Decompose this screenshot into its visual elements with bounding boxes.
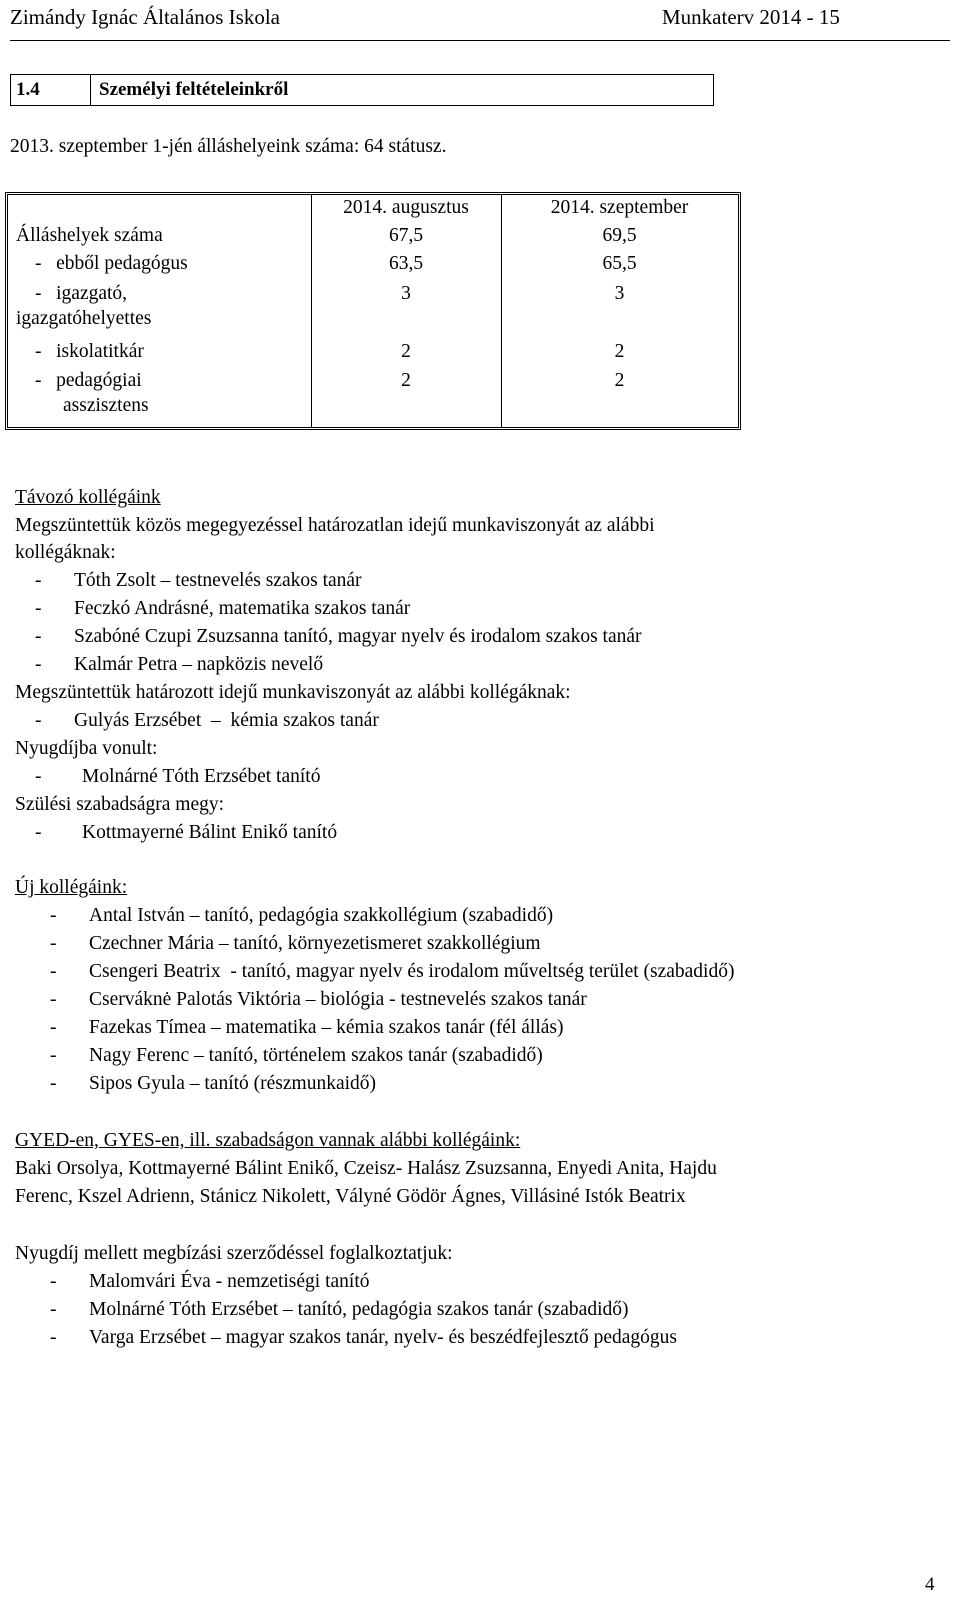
leaving-text: kollégáknak: [15, 542, 116, 563]
list-item: Csengeri Beatrix - tanító, magyar nyelv és irodalom műveltség terület (szabadidő) [89, 961, 735, 982]
section-number: 1.4 [11, 75, 91, 105]
list-dash: - [50, 1327, 57, 1348]
list-item: Czechner Mária – tanító, környezetismeret szakkollégium [89, 933, 541, 954]
list-dash: - [35, 626, 42, 647]
list-item: Cserváknė Palotás Viktória – biológia - testnevelés szakos tanár [89, 989, 587, 1010]
list-dash: - [50, 961, 57, 982]
table-cell: 2 [614, 370, 625, 391]
list-dash: - [50, 933, 57, 954]
table-cell: 65,5 [602, 253, 637, 274]
gyed-text: Ferenc, Kszel Adrienn, Stánicz Nikolett, Vályné Gödör Ágnes, Villásiné Istók Beatrix [15, 1186, 686, 1207]
list-dash: - [35, 654, 42, 675]
list-dash: - [50, 989, 57, 1010]
list-dash: - [35, 710, 42, 731]
header-rule [10, 40, 950, 41]
section-title: Személyi feltételeinkről [99, 79, 289, 100]
staff-table [5, 192, 741, 430]
table-row-label: igazgatóhelyettes [16, 308, 152, 329]
table-cell: 3 [614, 283, 625, 304]
leaving-text: Megszüntettük közös megegyezéssel határozatlan idejű munkaviszonyát az alábbi [15, 515, 655, 536]
table-row-label: asszisztens [63, 395, 149, 416]
table-cell: 2 [401, 341, 411, 362]
gyed-text: Baki Orsolya, Kottmayerné Bálint Enikő, Czeisz- Halász Zsuzsanna, Enyedi Anita, Hajdu [15, 1158, 717, 1179]
list-item: Antal István – tanító, pedagógia szakkollégium (szabadidő) [89, 905, 554, 926]
list-dash: - [35, 570, 42, 591]
leaving-heading: Távozó kollégáink [15, 487, 161, 508]
list-dash: - [35, 766, 42, 787]
list-item: Feczkó Andrásné, matematika szakos tanár [74, 598, 411, 619]
list-item: Szabóné Czupi Zsuzsanna tanító, magyar nyelv és irodalom szakos tanár [74, 626, 642, 647]
table-cell: 2 [401, 370, 411, 391]
list-item: Malomvári Éva - nemzetiségi tanító [89, 1271, 370, 1292]
list-dash: - [50, 1271, 57, 1292]
table-cell: 2 [614, 341, 625, 362]
list-dash: - [35, 598, 42, 619]
section-heading [10, 74, 714, 106]
list-item: Molnárné Tóth Erzsébet tanító [82, 766, 321, 787]
table-header-sep: 2014. szeptember [550, 197, 689, 218]
gyed-heading: GYED-en, GYES-en, ill. szabadságon vannak alábbi kollégáink: [15, 1130, 521, 1151]
table-row-label: - iskolatitkár [35, 341, 144, 362]
page-number: 4 [925, 1574, 935, 1595]
list-dash: - [50, 1299, 57, 1320]
table-cell: 63,5 [388, 253, 424, 274]
list-dash: - [50, 1073, 57, 1094]
list-item: Varga Erzsébet – magyar szakos tanár, nyelv- és beszédfejlesztő pedagógus [89, 1327, 677, 1348]
list-item: Kottmayerné Bálint Enikő tanító [82, 822, 338, 843]
pension-heading: Nyugdíj mellett megbízási szerződéssel foglalkoztatjuk: [15, 1243, 453, 1264]
maternity-text: Szülési szabadságra megy: [15, 794, 225, 815]
list-item: Sipos Gyula – tanító (részmunkaidő) [89, 1073, 377, 1094]
table-cell: 69,5 [602, 225, 637, 246]
list-dash: - [50, 1017, 57, 1038]
header-school: Zimándy Ignác Általános Iskola [10, 5, 281, 29]
list-item: Gulyás Erzsébet – kémia szakos tanár [74, 710, 379, 731]
new-staff-heading: Új kollégáink: [15, 877, 128, 898]
table-row-label: - pedagógiai [35, 370, 142, 391]
list-item: Nagy Ferenc – tanító, történelem szakos tanár (szabadidő) [89, 1045, 543, 1066]
list-item: Kalmár Petra – napközis nevelő [74, 654, 324, 675]
table-row-label: - ebből pedagógus [35, 253, 188, 274]
list-item: Fazekas Tímea – matematika – kémia szakos tanár (fél állás) [89, 1017, 564, 1038]
table-cell: 3 [401, 283, 411, 304]
table-row-label: - igazgató, [35, 283, 128, 304]
table-row-label: Álláshelyek száma [16, 225, 163, 246]
list-dash: - [35, 822, 42, 843]
list-dash: - [50, 905, 57, 926]
table-header-aug: 2014. augusztus [343, 197, 469, 218]
list-dash: - [50, 1045, 57, 1066]
retired-text: Nyugdíjba vonult: [15, 738, 158, 759]
intro-text: 2013. szeptember 1-jén álláshelyeink száma: 64 státusz. [10, 136, 447, 157]
list-item: Molnárné Tóth Erzsébet – tanító, pedagógia szakos tanár (szabadidő) [89, 1299, 629, 1320]
list-item: Tóth Zsolt – testnevelés szakos tanár [74, 570, 362, 591]
table-cell: 67,5 [388, 225, 424, 246]
fixed-term-text: Megszüntettük határozott idejű munkaviszonyát az alábbi kollégáknak: [15, 682, 571, 703]
header-plan: Munkaterv 2014 - 15 [662, 5, 840, 29]
